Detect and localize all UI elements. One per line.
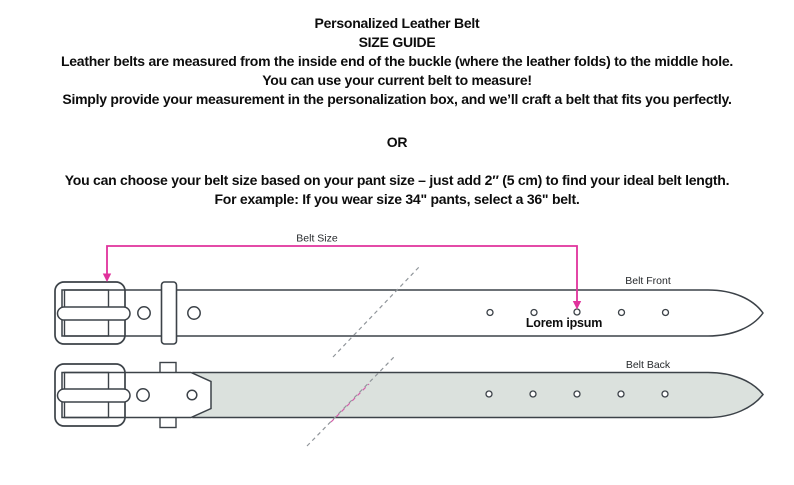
- belt-back-strap: [193, 373, 763, 418]
- page-title: Personalized Leather Belt: [314, 15, 480, 31]
- belt-size-label: Belt Size: [296, 232, 338, 245]
- belt-front-label: Belt Front: [625, 275, 671, 287]
- size-guide-heading: SIZE GUIDE: [358, 34, 436, 50]
- belt-front-keeper-loop: [162, 282, 177, 344]
- instruction-line-current-belt: You can use your current belt to measure!: [262, 72, 532, 88]
- or-separator: OR: [386, 134, 408, 150]
- middle-hole-caption: Lorem ipsum: [525, 316, 603, 330]
- instruction-line-example: For example: If you wear size 34" pants, select a 36" belt.: [214, 191, 580, 207]
- instruction-line-personalization: Simply provide your measurement in the personalization box, and we’ll craft a belt that fits you perfectly.: [62, 91, 732, 107]
- instruction-line-measure: Leather belts are measured from the inside end of the buckle (where the leather folds) to the middle hole.: [60, 53, 734, 69]
- belt-front-prong: [58, 307, 131, 320]
- belt-back-prong: [58, 389, 131, 402]
- belt-back-label: Belt Back: [625, 359, 671, 371]
- measure-arrow-left: [103, 274, 111, 283]
- instruction-line-pant-size: You can choose your belt size based on your pant size – just add 2″ (5 cm) to find your ideal belt length.: [64, 172, 730, 188]
